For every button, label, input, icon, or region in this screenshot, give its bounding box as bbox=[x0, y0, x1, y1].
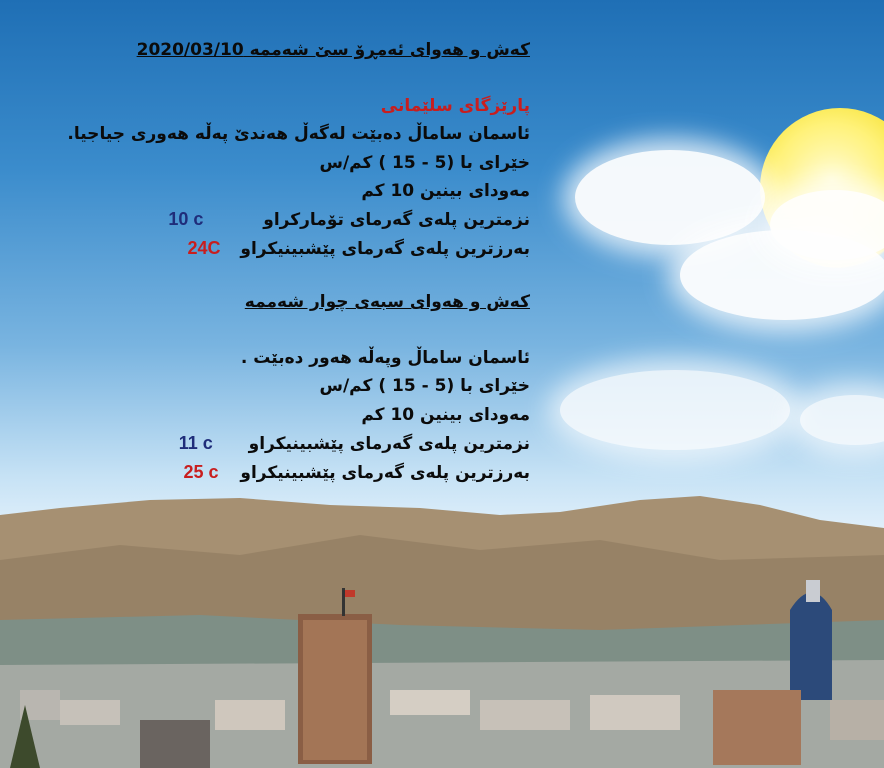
today-max-value: 24C bbox=[187, 238, 221, 258]
tomorrow-max-value: 25 c bbox=[183, 462, 219, 482]
tomorrow-heading: کەش و هەوای سبەی چوار شەممە bbox=[244, 292, 530, 312]
today-heading: کەش و هەوای ئەمڕۆ سێ شەممە 2020/03/10 bbox=[136, 40, 530, 60]
tomorrow-visibility: مەودای بینین 10 کم bbox=[361, 405, 530, 425]
tomorrow-min-value: 11 c bbox=[178, 433, 213, 453]
tomorrow-min-temp bbox=[179, 433, 530, 454]
today-min-label: نزمترین پلەی گەرمای تۆمارکراو bbox=[263, 210, 530, 230]
today-wind: خێرای با (5 - 15 ) کم/س bbox=[319, 153, 530, 173]
tomorrow-min-label: نزمترین پلەی گەرمای پێشبینیکراو bbox=[248, 434, 530, 454]
today-max-label: بەرزترین پلەی گەرمای پێشبینیکراو bbox=[240, 239, 530, 259]
today-max-temp bbox=[188, 238, 530, 259]
today-min-temp bbox=[168, 209, 530, 230]
tomorrow-wind: خێرای با (5 - 15 ) کم/س bbox=[319, 376, 530, 396]
today-description: ئاسمان ساماڵ دەبێت لەگەڵ هەندێ پەڵە هەوری جیاجیا. bbox=[67, 124, 530, 144]
tomorrow-max-temp bbox=[184, 462, 530, 483]
today-min-value: 10 c bbox=[168, 209, 204, 229]
region-title: پارێزگای سلێمانی bbox=[380, 96, 530, 116]
tomorrow-description: ئاسمان ساماڵ وپەڵە هەور دەبێت . bbox=[240, 348, 530, 368]
today-visibility: مەودای بینین 10 کم bbox=[361, 181, 530, 201]
tomorrow-max-label: بەرزترین پلەی گەرمای پێشبینیکراو bbox=[240, 463, 530, 483]
